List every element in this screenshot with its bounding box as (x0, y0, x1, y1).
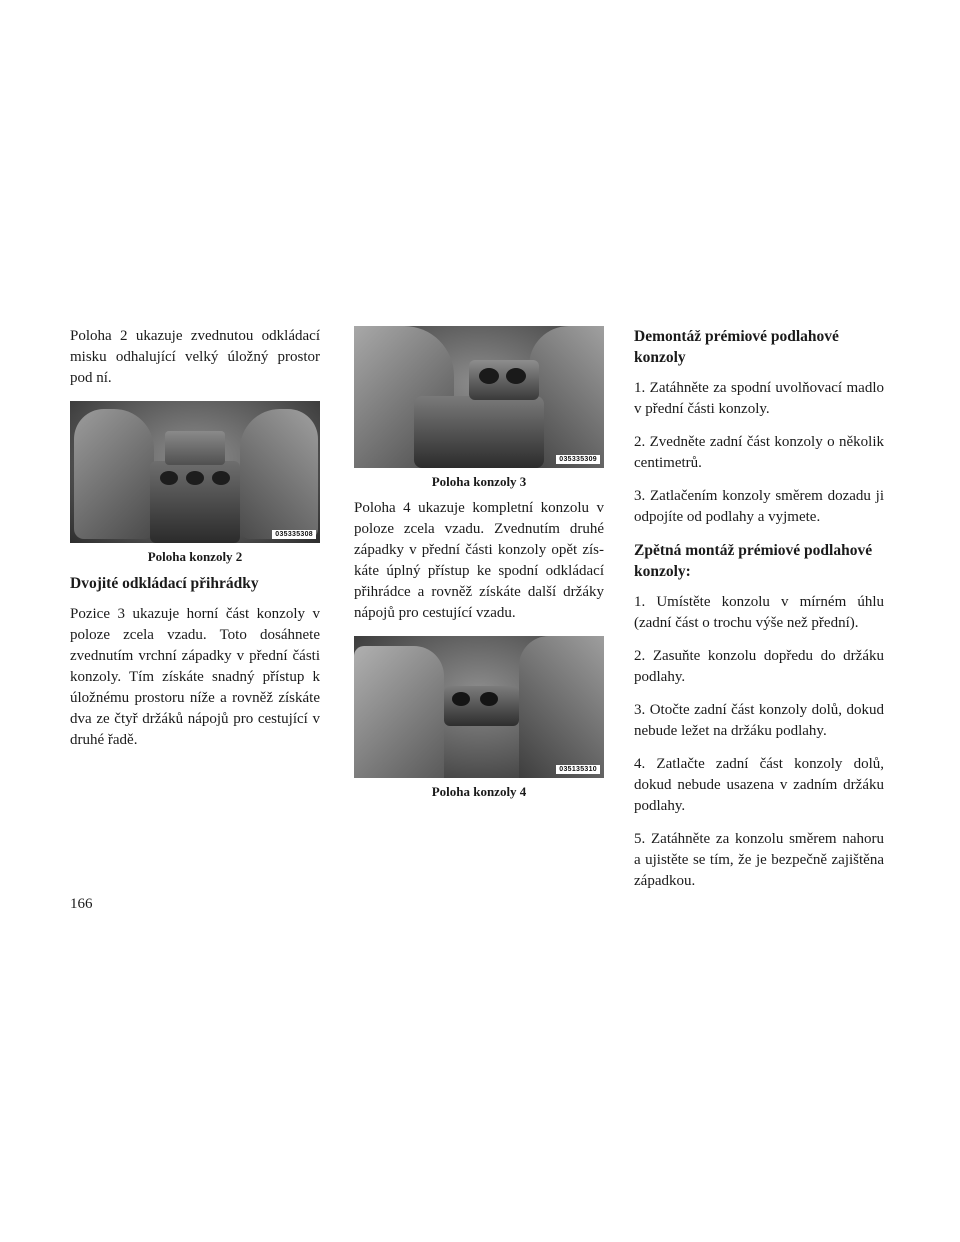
column-1 (70, 326, 320, 763)
section-heading-dual-storage: Dvojité odkládací přihrádky (70, 575, 259, 592)
section-heading-reinstall: Zpětná montáž prémiové podlahové konzoly: (634, 542, 873, 580)
reinstall-step-4: 4. Zatlačte zadní část konzoly dolů, dokud nebude usazena v zadním držáku podlahy. (634, 756, 884, 814)
figure-code: 035135310 (556, 765, 600, 774)
column-3 (634, 326, 884, 904)
column-2 (354, 326, 604, 808)
photo-console-position-3 (354, 326, 604, 468)
removal-step-3: 3. Zatlačením konzoly směrem dozadu ji odpojíte od podlahy a vyjmete. (634, 488, 884, 525)
reinstall-step-2: 2. Zasuňte konzolu dopředu do držáku podlahy. (634, 648, 884, 685)
figure-caption: Poloha konzoly 2 (147, 549, 243, 564)
intro-paragraph: Poloha 2 ukazuje zvednutou odkládací misku odhalující velký úložný prostor pod ní. (70, 328, 320, 386)
reinstall-step-5: 5. Zatáhněte za konzolu směrem nahoru a ujistěte se tím, že je bezpečně zajištěna západkou. (634, 831, 884, 889)
figure-caption: Poloha konzoly 3 (431, 474, 527, 489)
photo-console-position-2 (70, 401, 320, 543)
section-heading-removal: Demontáž prémiové podlahové konzoly (634, 328, 839, 366)
removal-step-1: 1. Zatáhněte za spodní uvolňovací madlo v přední části konzoly. (634, 380, 884, 417)
reinstall-step-3: 3. Otočte zadní část konzoly dolů, dokud nebude ležet na držáku podlahy. (634, 702, 884, 739)
figure-console-position-4 (354, 636, 604, 800)
body-paragraph: Pozice 3 ukazuje horní část konzoly v poloze zcela vzadu. Toto dosáhnete zvednutím vrchní západky v přední části konzoly. Tím získáte snadný přístup k úložnému prostoru níže a rovněž získáte dva ze čtyř držáků nápojů pro cestující v druhé řadě. (70, 606, 320, 748)
body-paragraph: Poloha 4 ukazuje kompletní konzolu v poloze zcela vzadu. Zvednutím druhé západky v přední části konzoly opět získáte úplný přístup ke spodní odkládací přihrádce a rovněž získáte další držáky nápojů pro cestující vzadu. (354, 500, 604, 621)
removal-step-2: 2. Zvedněte zadní část konzoly o několik centimetrů. (634, 434, 884, 471)
page-number: 166 (70, 896, 93, 912)
figure-caption: Poloha konzoly 4 (431, 784, 527, 799)
photo-console-position-4 (354, 636, 604, 778)
figure-code: 035335308 (272, 530, 316, 539)
figure-console-position-3 (354, 326, 604, 490)
figure-console-position-2 (70, 401, 320, 565)
figure-code: 035335309 (556, 455, 600, 464)
reinstall-step-1: 1. Umístěte konzolu v mírném úhlu (zadní část o trochu výše než přední). (634, 594, 884, 631)
